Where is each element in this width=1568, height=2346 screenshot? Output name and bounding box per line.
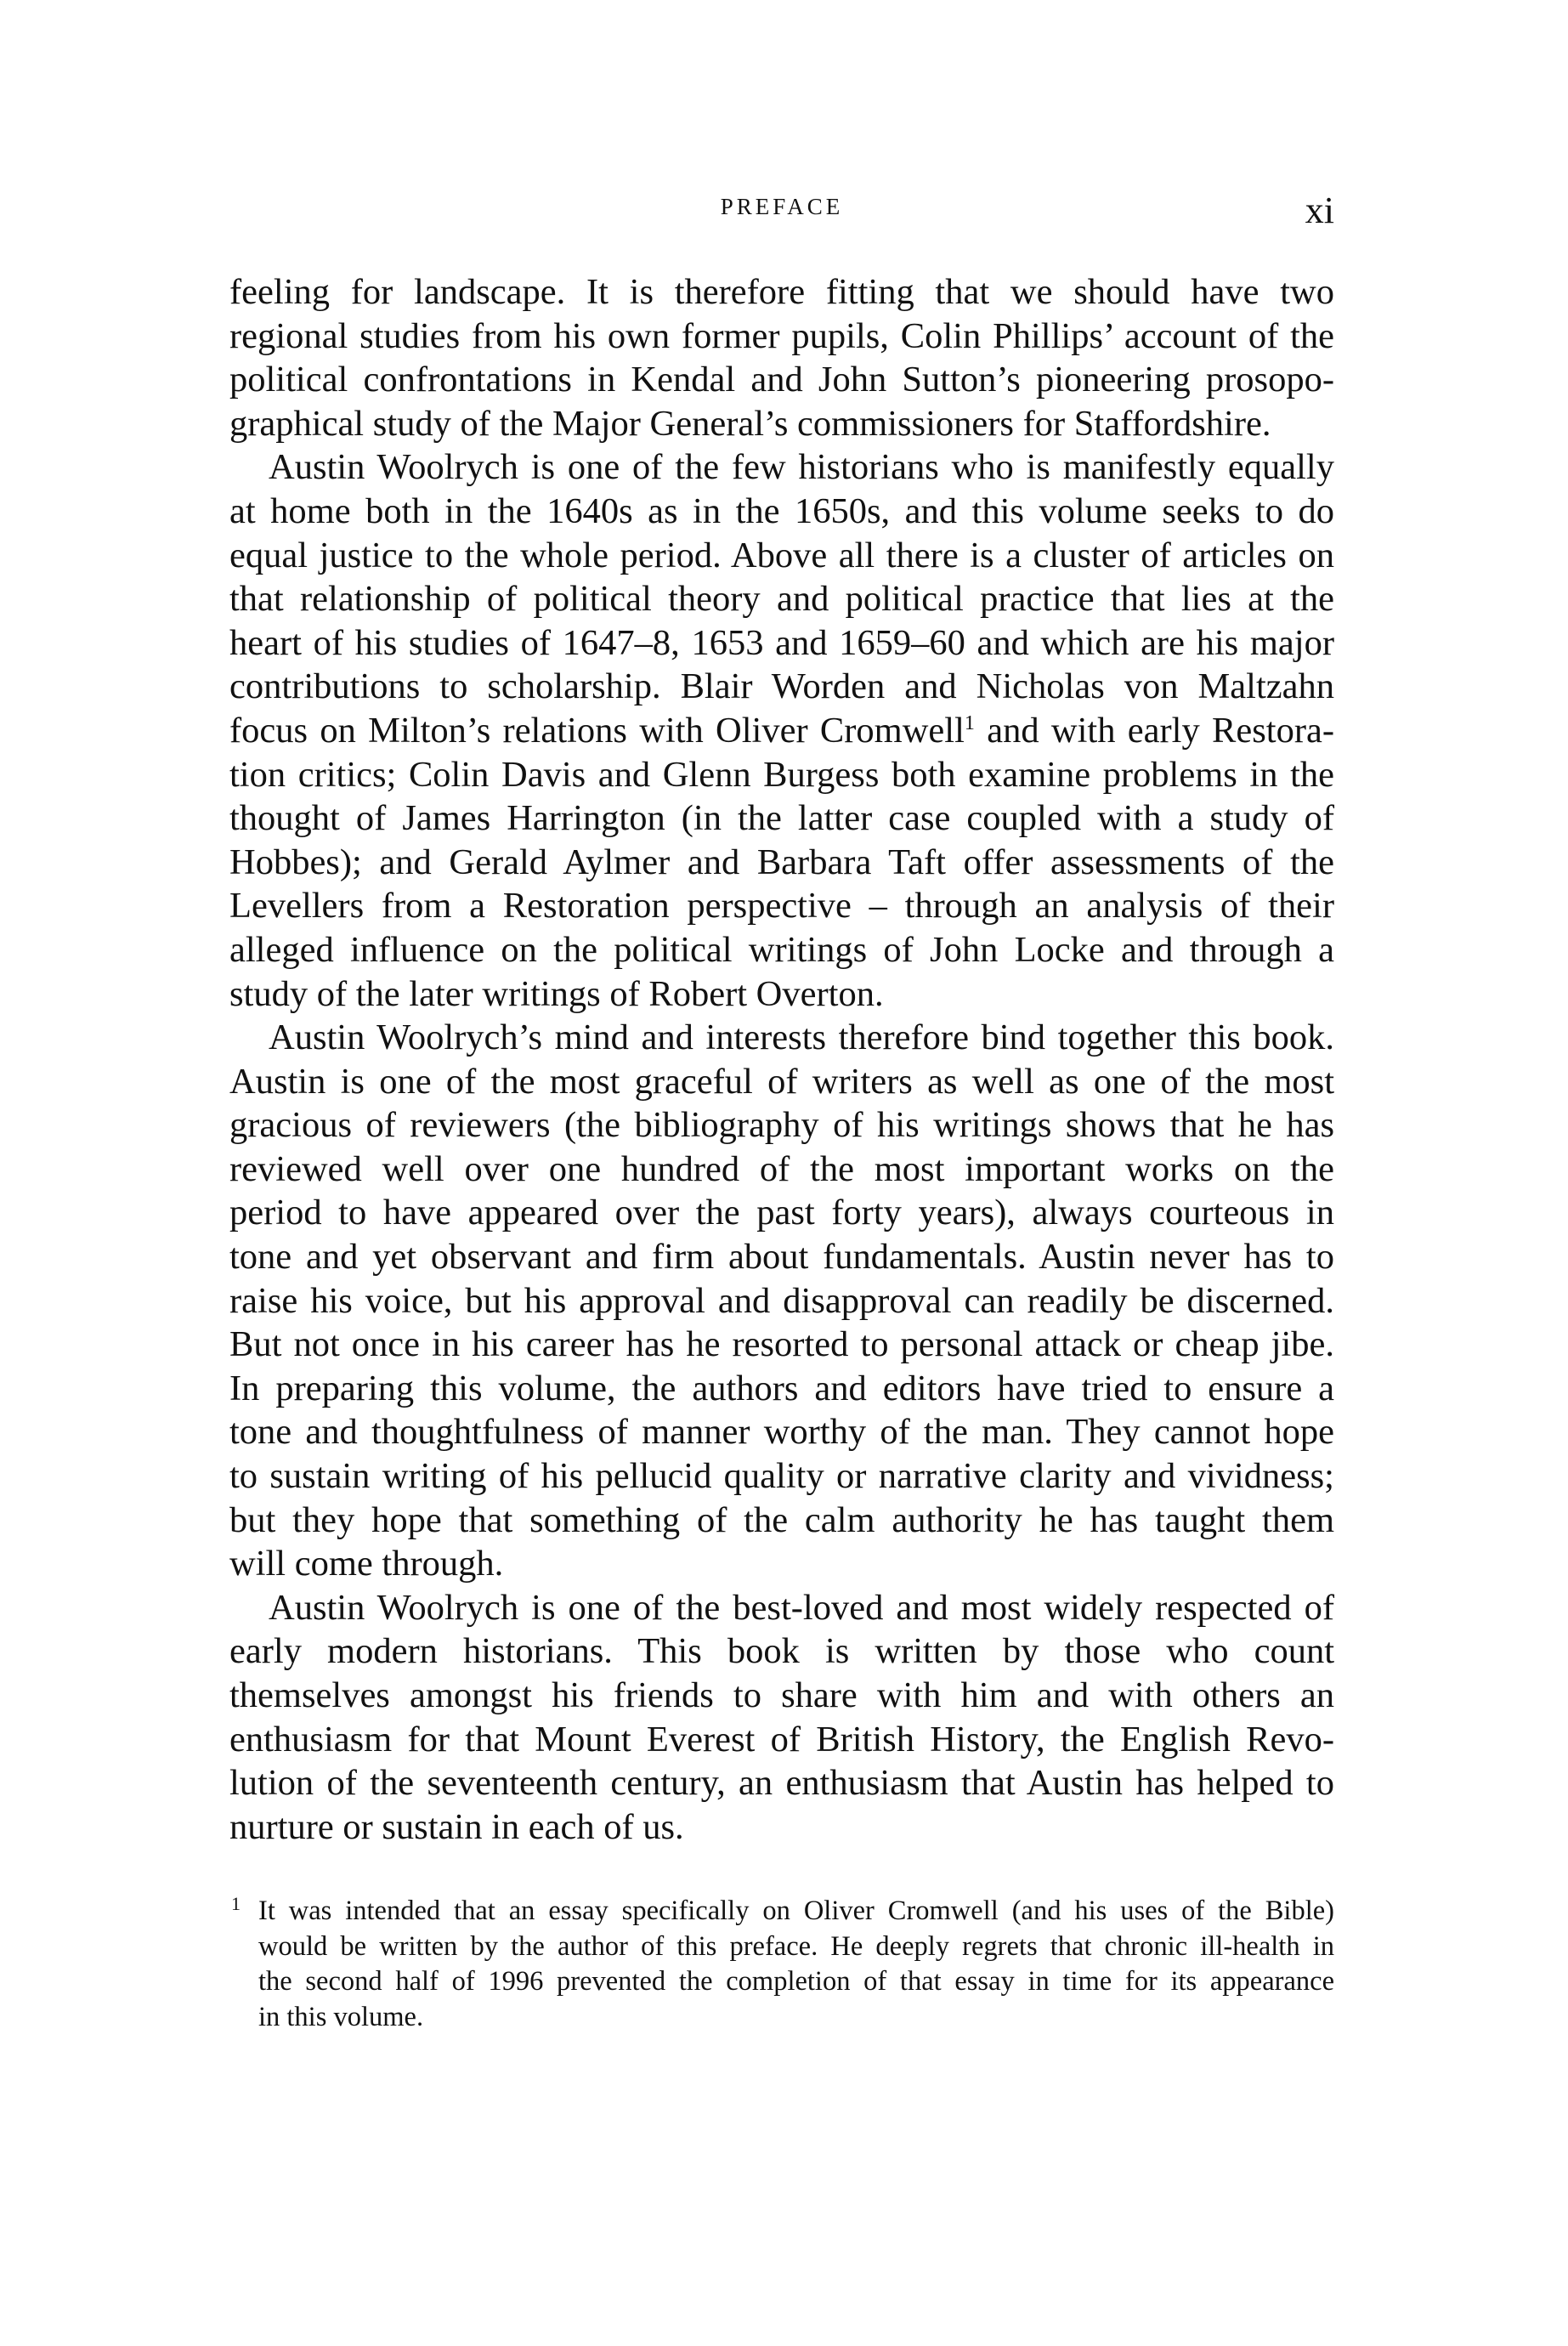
text-line: that relationship of political theory and political practice that lies at the — [229, 579, 1334, 620]
text-line: Austin Woolrych is one of the few historians who is manifestly equally — [269, 447, 1334, 488]
footnote-line — [229, 1964, 1334, 2000]
text-line: Austin is one of the most graceful of writers as well as one of the most — [229, 1061, 1334, 1102]
text-line: graphical study of the Major General’s commissioners for Staffordshire. — [229, 403, 1271, 444]
footnote-line — [229, 2000, 1334, 2036]
body-text — [229, 270, 1334, 1849]
text-line: lution of the seventeenth century, an enthusiasm that Austin has helped to — [229, 1763, 1334, 1804]
text-line: raise his voice, but his approval and disapproval can readily be discerned. — [229, 1280, 1334, 1321]
text-line: feeling for landscape. It is therefore fitting that we should have two — [229, 272, 1334, 312]
text-line: study of the later writings of Robert Overton. — [229, 973, 884, 1014]
text-line: regional studies from his own former pupils, Colin Phillips’ account of the — [229, 315, 1334, 356]
text-line: heart of his studies of 1647–8, 1653 and 1659–60 and which are his major — [229, 622, 1334, 663]
text-line-part: focus on Milton’s relations with Oliver Cromwell — [229, 710, 965, 751]
text-line: Hobbes); and Gerald Aylmer and Barbara Taft offer assessments of the — [229, 842, 1334, 882]
footnote-line — [229, 1930, 1334, 1965]
text-line: contributions to scholarship. Blair Worden and Nicholas von Maltzahn — [229, 666, 1334, 707]
footnote-text: the second half of 1996 prevented the completion of that essay in time for its appearance — [258, 1966, 1334, 1997]
text-line: period to have appeared over the past forty years), always courteous in — [229, 1193, 1334, 1233]
text-line: nurture or sustain in each of us. — [229, 1806, 684, 1847]
text-line — [229, 709, 1334, 753]
text-line: equal justice to the whole period. Above all there is a cluster of articles on — [229, 535, 1334, 575]
text-line: But not once in his career has he resorted to personal attack or cheap jibe. — [229, 1324, 1334, 1365]
running-title: PREFACE — [720, 194, 844, 219]
page-number: xi — [1305, 190, 1334, 231]
text-line: tion critics; Colin Davis and Glenn Burgess both examine problems in the — [229, 754, 1334, 795]
text-line: alleged influence on the political writings of John Locke and through a — [229, 929, 1334, 970]
footnote-marker: 1 — [231, 1893, 241, 1914]
text-line: tone and thoughtfulness of manner worthy of the man. They cannot hope — [229, 1412, 1334, 1453]
footnote-line — [229, 1894, 1334, 1930]
footnote-text: It was intended that an essay specifically on Oliver Cromwell (and his uses of the Bible) — [258, 1896, 1334, 1926]
text-line: Austin Woolrych’s mind and interests therefore bind together this book. — [269, 1017, 1334, 1058]
text-line: political confrontations in Kendal and John Sutton’s pioneering prosopo- — [229, 360, 1334, 400]
text-line: reviewed well over one hundred of the most important works on the — [229, 1148, 1334, 1189]
text-line: thought of James Harrington (in the latter case coupled with a study of — [229, 798, 1334, 839]
text-line: early modern historians. This book is written by those who count — [229, 1631, 1334, 1672]
text-line: at home both in the 1640s as in the 1650s, and this volume seeks to do — [229, 490, 1334, 531]
footnotes — [229, 1894, 1334, 2035]
text-line: tone and yet observant and firm about fundamentals. Austin never has to — [229, 1237, 1334, 1278]
footnote-text: in this volume. — [258, 2001, 424, 2032]
text-line: In preparing this volume, the authors and editors have tried to ensure a — [229, 1368, 1334, 1408]
text-line-part: and with early Restora- — [974, 710, 1334, 751]
text-line: Levellers from a Restoration perspective – through an analysis of their — [229, 886, 1334, 926]
text-line: to sustain writing of his pellucid quality or narrative clarity and vividness; — [229, 1456, 1334, 1497]
running-head — [229, 189, 1334, 231]
footnote-reference: 1 — [964, 711, 975, 734]
footnote-text: would be written by the author of this preface. He deeply regrets that chronic ill-health in — [258, 1930, 1334, 1962]
text-line: themselves amongst his friends to share with him and with others an — [229, 1675, 1334, 1715]
text-line: but they hope that something of the calm authority he has taught them — [229, 1499, 1334, 1540]
text-line: Austin Woolrych is one of the best-loved and most widely respected of — [269, 1587, 1334, 1628]
text-line: gracious of reviewers (the bibliography of his writings shows that he has — [229, 1105, 1334, 1146]
text-line: enthusiasm for that Mount Everest of British History, the English Revo- — [229, 1719, 1334, 1760]
text-line: will come through. — [229, 1544, 504, 1584]
